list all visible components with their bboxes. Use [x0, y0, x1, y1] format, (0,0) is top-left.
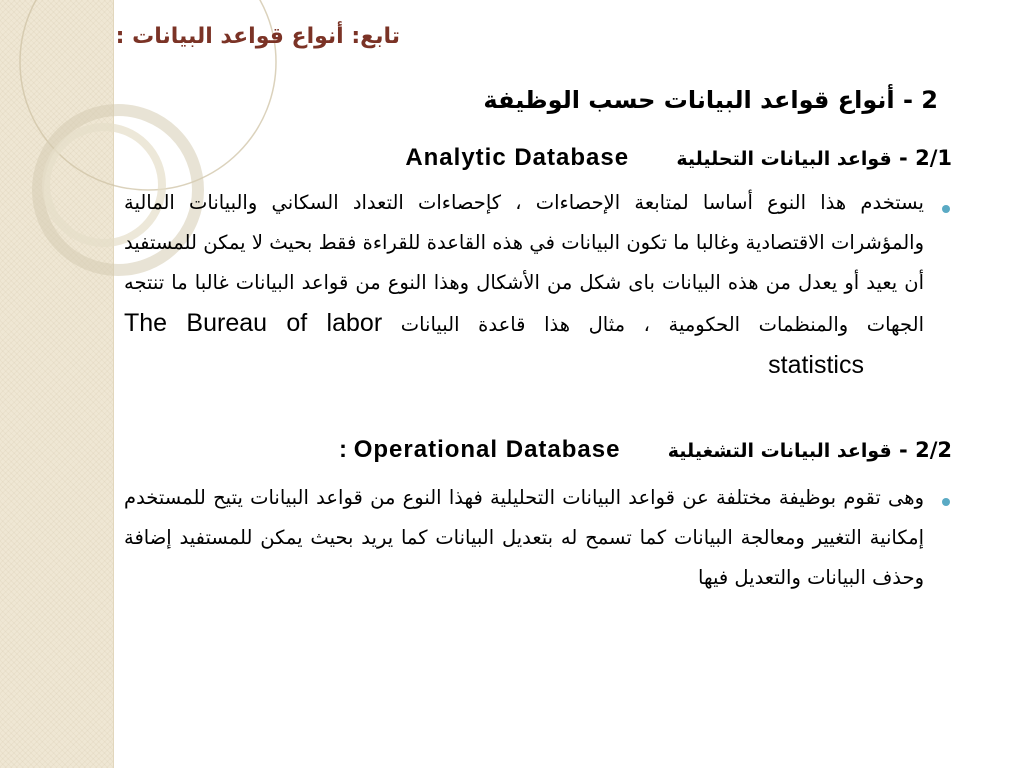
- analytic-description: [124, 183, 924, 423]
- operational-paragraph-text: وهى تقوم بوظيفة مختلفة عن قواعد البيانات التحليلية فهذا النوع من قواعد البيانات يتيح للمستخدم إمكانية التغيير ومعالجة البيانات كما تسمح له بتعديل البيانات كما يريد بحيث يمكن للمستفيد إضافة وحذف البيانات والتعديل فيها: [124, 486, 924, 589]
- bullet-icon: [942, 205, 950, 213]
- decorative-side-band: [0, 0, 114, 768]
- bullet-icon: [942, 498, 950, 506]
- subsection-arabic-name: قواعد البيانات التحليلية: [676, 148, 892, 170]
- subsection-heading-analytic: [405, 144, 952, 172]
- operational-description: [124, 478, 924, 638]
- example-database-name: The Bureau of labor statistics: [124, 309, 864, 379]
- dash-separator: -: [891, 438, 908, 462]
- subsection-number: 2/2: [915, 438, 952, 462]
- analytic-paragraph-text: يستخدم هذا النوع أساسا لمتابعة الإحصاءات ، كإحصاءات التعداد السكاني والبيانات المالية والمؤشرات الاقتصادية وغالبا ما تكون البيانات في هذه القاعدة للقراءة فقط بحيث لا يمكن للمستفيد أن يعيد أو يعدل من هذه البيانات باى شكل من الأشكال وهذا النوع من قواعد البيانات غالبا ما تنتجه الجهات والمنظمات الحكومية ، مثال هذا قاعدة البيانات: [124, 191, 924, 336]
- subsection-arabic-name: قواعد البيانات التشغيلية: [667, 440, 892, 462]
- subsection-english-name: Analytic Database: [405, 144, 630, 171]
- subsection-heading-operational: [339, 436, 952, 464]
- dash-separator: -: [891, 146, 908, 170]
- section-heading: 2 - أنواع قواعد البيانات حسب الوظيفة: [483, 86, 938, 114]
- subsection-english-name: : Operational Database: [339, 436, 621, 463]
- slide-title: تابع: أنواع قواعد البيانات :: [115, 24, 400, 49]
- subsection-number: 2/1: [915, 146, 952, 170]
